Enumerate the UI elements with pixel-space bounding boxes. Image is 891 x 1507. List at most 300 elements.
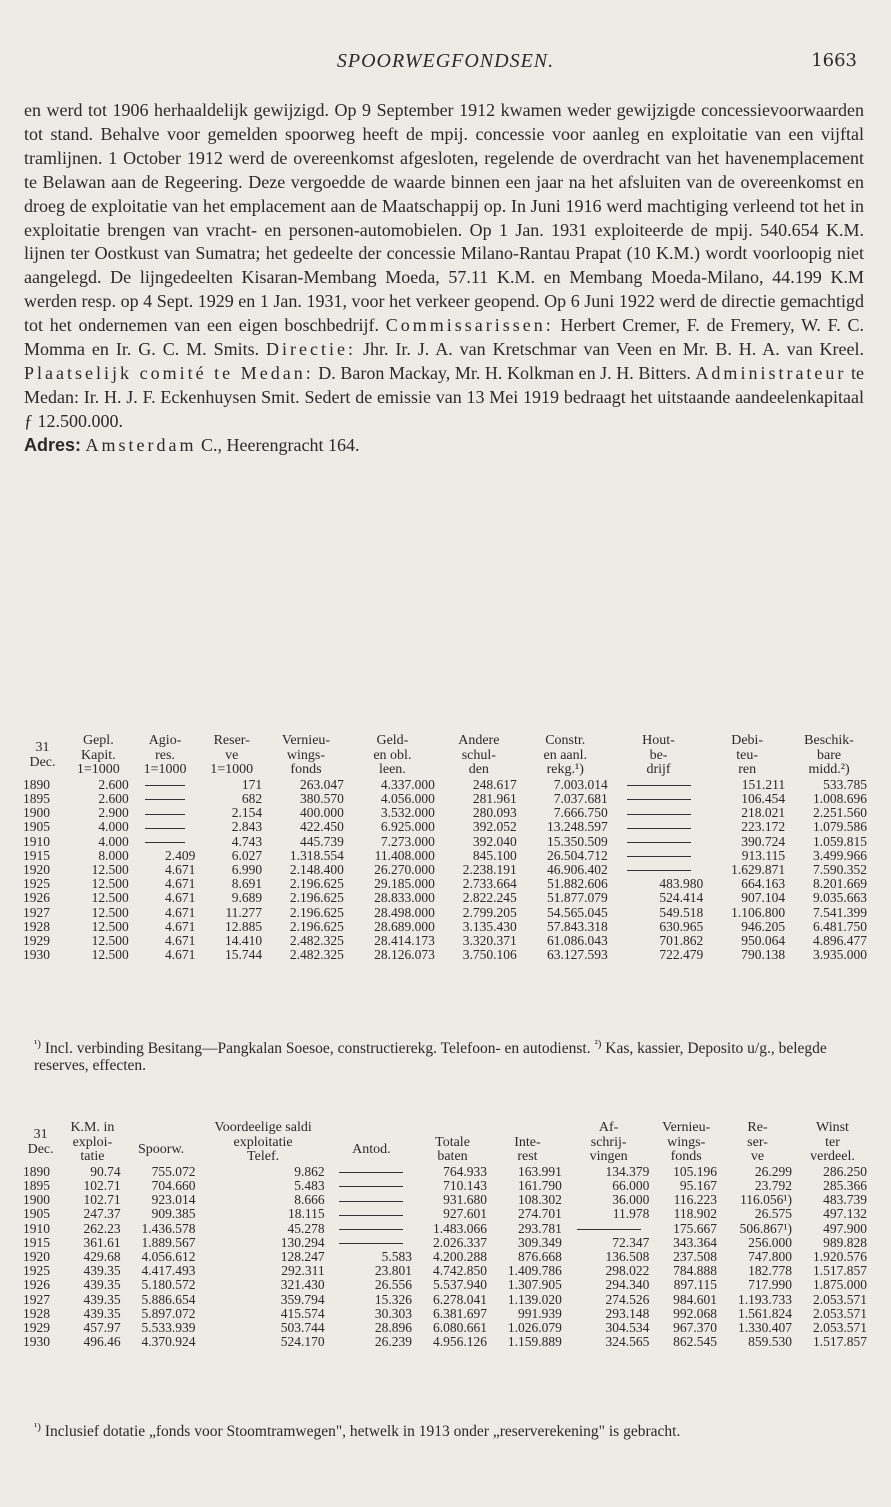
table-row (20, 820, 870, 834)
table-cell: 524.414 (659, 890, 704, 906)
table-cell: 15.744 (224, 947, 263, 963)
empty-dash (339, 1186, 403, 1187)
column-header-line: en obl. (373, 747, 412, 763)
table-cell: 45.278 (287, 1220, 325, 1236)
table-cell: 1929 (23, 1320, 50, 1336)
column-header (20, 1121, 61, 1165)
table-cell: 4.417.493 (141, 1263, 196, 1279)
column-header-line: Totale (435, 1134, 470, 1150)
table-cell: 128.247 (280, 1249, 325, 1264)
table-cell: 967.370 (673, 1320, 718, 1336)
table-cell: 2.733.664 (462, 876, 517, 892)
table-cell: 506.867¹) (739, 1220, 792, 1236)
table-cell: 4.671 (165, 862, 196, 877)
table-cell: 28.833.000 (374, 890, 435, 906)
table-cell (611, 792, 706, 806)
table-cell: 2.196.625 (289, 890, 344, 906)
column-header-line: leen. (378, 762, 406, 778)
footnote-text: Inclusief dotatie „fonds voor Stoomtramwegen", hetwelk in 1913 onder „reserverekening" is gebracht. (44, 1423, 681, 1441)
table-row (20, 835, 870, 849)
table-cell: 1925 (23, 876, 50, 892)
table-cell: 859.530 (748, 1334, 792, 1350)
table-cell: 1920 (23, 1249, 50, 1264)
table-cell: 862.545 (673, 1334, 718, 1350)
table-cell (132, 820, 199, 834)
table-cell: 984.601 (673, 1291, 718, 1307)
commissioners-text: Herbert Cremer, F. de Fremery, W. F. C. Momma en Ir. G. C. M. Smits. (24, 315, 864, 360)
footnote-text: Kas, kassier, Deposito u/g., belegde reserves, effecten. (34, 1040, 827, 1075)
table-cell: 286.250 (823, 1163, 867, 1179)
table-cell: 5.897.072 (141, 1305, 196, 1321)
table-cell: 991.939 (518, 1305, 562, 1321)
table-cell: 630.965 (659, 918, 704, 934)
column-header-line: vingen (589, 1149, 628, 1165)
empty-dash (145, 799, 185, 800)
column-header-line: bare (816, 747, 842, 763)
table-cell: 2.600 (98, 776, 129, 792)
balance-table (20, 734, 870, 962)
table-cell: 182.778 (748, 1263, 792, 1279)
footnote-text: Incl. verbinding Besitang—Pangkalan Soesoe, constructierekg. Telefoon- en autodienst. (44, 1040, 591, 1058)
table-cell (328, 1193, 415, 1207)
column-header-line: verdeel. (810, 1149, 855, 1165)
table-cell: 2.148.400 (289, 862, 344, 877)
table-cell: 102.71 (83, 1192, 121, 1208)
table-cell: 497.132 (823, 1206, 867, 1222)
empty-dash (627, 799, 691, 800)
table-cell: 664.163 (741, 876, 786, 892)
table-cell: 361.61 (83, 1234, 121, 1250)
page-header (0, 50, 891, 80)
empty-dash (627, 842, 691, 843)
table-row (20, 891, 870, 905)
table-cell: 701.862 (659, 933, 704, 949)
column-header-line: Geld- (376, 733, 409, 748)
table-cell: 1.875.000 (813, 1277, 867, 1293)
table-cell (611, 778, 706, 792)
table-cell: 1926 (23, 890, 50, 906)
table-cell: 26.299 (754, 1163, 792, 1179)
table-row (20, 806, 870, 820)
table-cell: 4.370.924 (141, 1334, 196, 1350)
table-cell: 12.500 (91, 890, 129, 906)
table-cell: 14.410 (224, 933, 263, 949)
table-cell: 263.047 (300, 776, 344, 792)
table-cell: 237.508 (673, 1249, 718, 1264)
column-header-line: drijf (646, 762, 671, 778)
table-cell: 8.666 (294, 1192, 325, 1208)
table-cell: 1.026.079 (507, 1320, 562, 1336)
table-cell: 57.843.318 (547, 918, 608, 934)
column-header-line: wings- (286, 747, 326, 763)
table-cell: 9.035.663 (813, 890, 867, 906)
table-cell: 274.526 (605, 1291, 650, 1307)
table-cell: 95.167 (679, 1177, 718, 1193)
table-cell: 1928 (23, 918, 50, 934)
balance-table-header (20, 734, 870, 778)
footnote-table2 (34, 1418, 864, 1441)
column-header-line: Reser- (213, 733, 250, 748)
table-cell: 6.381.697 (432, 1305, 487, 1321)
table-cell: 876.668 (518, 1249, 562, 1264)
table-cell: 2.053.571 (813, 1320, 867, 1336)
table-cell: 46.906.402 (547, 862, 608, 877)
table-row (20, 1264, 870, 1278)
column-header (415, 1121, 490, 1165)
table-cell: 51.877.079 (547, 890, 608, 906)
table-cell: 28.689.000 (374, 918, 435, 934)
address-label: Adres: (24, 434, 82, 455)
table-cell: 26.270.000 (374, 862, 435, 877)
table-row (20, 906, 870, 920)
table-cell: 3.499.966 (813, 847, 867, 863)
table-cell: 321.430 (280, 1277, 325, 1293)
administrator-text: te Medan: Ir. H. J. F. Eckenhuysen Smit. Sedert de emissie van 13 Mei 1919 bedraagt het uitstaande aandeelenkapitaal ƒ 12.500.000. (24, 362, 865, 431)
column-header (328, 1121, 415, 1165)
column-header-line: teu- (736, 747, 759, 763)
table-cell: 2.822.245 (462, 890, 517, 906)
table-cell: 1.517.857 (813, 1334, 867, 1350)
table-cell: 7.273.000 (380, 833, 435, 849)
table-cell: 5.533.939 (141, 1320, 196, 1336)
table-cell: 223.172 (741, 819, 786, 835)
table-cell: 1.330.407 (737, 1320, 792, 1336)
table-cell: 175.667 (673, 1220, 718, 1236)
table-cell: 5.886.654 (141, 1291, 196, 1307)
footnote-mark: ²) (594, 1038, 602, 1050)
empty-dash (145, 842, 185, 843)
directors-label: Directie: (266, 339, 356, 360)
table-cell: 496.46 (83, 1334, 121, 1350)
column-header-line: exploitatie (233, 1134, 293, 1150)
column-header (199, 1121, 328, 1165)
table-cell: 6.027 (231, 847, 263, 863)
table-cell: 6.481.750 (813, 918, 867, 934)
table-row (20, 1236, 870, 1250)
table-cell: 1915 (23, 1234, 50, 1250)
column-header (61, 1121, 123, 1165)
table-cell: 992.068 (673, 1305, 718, 1321)
table-cell: 1928 (23, 1305, 50, 1321)
table-cell: 90.74 (90, 1163, 121, 1179)
table-cell: 2.026.337 (432, 1234, 487, 1250)
table-cell: 533.785 (823, 776, 867, 792)
table-cell (132, 806, 199, 820)
table-cell: 1895 (23, 1177, 50, 1193)
table-cell: 12.500 (91, 918, 129, 934)
table-cell: 2.053.571 (813, 1291, 867, 1307)
table-cell: 2.154 (231, 805, 263, 821)
table-row (20, 778, 870, 792)
table-cell: 390.724 (741, 833, 786, 849)
column-header-line: wings- (667, 1134, 706, 1150)
column-header-line: 31 (33, 1127, 48, 1143)
table-row (20, 1321, 870, 1335)
column-header-line: baten (437, 1149, 468, 1165)
table-cell: 747.800 (748, 1249, 792, 1264)
table-cell: 12.500 (91, 876, 129, 892)
table-cell: 784.888 (673, 1263, 718, 1279)
table-cell: 30.303 (374, 1305, 413, 1321)
table-cell: 1900 (23, 805, 50, 821)
table-cell: 28.126.073 (374, 947, 435, 963)
column-header-line: Vernieu- (662, 1120, 711, 1135)
table-cell: 161.790 (518, 1177, 562, 1193)
body-text (24, 99, 864, 458)
column-header-line: ser- (747, 1134, 768, 1150)
table-cell: 710.143 (443, 1177, 487, 1193)
table-cell: 247.37 (83, 1206, 121, 1222)
table-cell: 2.482.325 (289, 947, 344, 963)
table-cell: 2.251.560 (813, 805, 867, 821)
commissioners-label: Commissarissen: (385, 315, 554, 336)
table-cell: 1.307.905 (507, 1277, 562, 1293)
table-cell: 63.127.593 (547, 947, 608, 963)
column-header-line (331, 1128, 412, 1143)
table-cell: 927.601 (443, 1206, 487, 1222)
table-cell: 72.347 (612, 1234, 650, 1250)
table-cell: 5.537.940 (432, 1277, 487, 1293)
table-cell: 2.900 (98, 805, 129, 821)
column-header-line: rest (517, 1149, 538, 1165)
empty-dash (339, 1172, 403, 1173)
empty-dash (627, 814, 691, 815)
column-header-line: 31 (35, 740, 50, 756)
table-cell: 324.565 (605, 1334, 650, 1350)
table-cell: 1900 (23, 1192, 50, 1208)
column-header-line: ve (225, 747, 239, 763)
table-cell: 3.532.000 (380, 805, 435, 821)
table-cell: 4.671 (165, 947, 196, 963)
table-row (20, 863, 870, 877)
column-header (720, 1121, 795, 1165)
table-cell: 4.000 (98, 833, 129, 849)
table-cell: 281.961 (472, 790, 517, 806)
column-header-line: Debi- (731, 733, 764, 748)
table-cell: 274.701 (518, 1206, 562, 1222)
table-row (20, 1222, 870, 1236)
table-cell: 12.500 (91, 947, 129, 963)
table-cell: 262.23 (83, 1220, 121, 1236)
table-cell: 3.320.371 (462, 933, 517, 949)
column-header-line: Kapit. (81, 747, 116, 763)
directors-text: Jhr. Ir. J. A. van Kretschmar van Veen en Mr. B. H. A. van Kreel. (362, 339, 865, 360)
footnote-mark: ¹) (34, 1421, 41, 1433)
table-cell: 4.671 (165, 933, 196, 949)
table-cell: 392.040 (472, 833, 517, 849)
table-cell: 256.000 (748, 1234, 792, 1250)
table-cell: 4.200.288 (432, 1249, 487, 1264)
table-cell: 5.583 (381, 1249, 413, 1264)
column-header (490, 1121, 565, 1165)
table-cell: 29.185.000 (374, 876, 435, 892)
table-cell: 15.350.509 (547, 833, 608, 849)
column-header-line: fonds (290, 762, 322, 778)
table-cell: 429.68 (83, 1249, 121, 1264)
table-cell: 946.205 (741, 918, 786, 934)
table-cell: 136.508 (605, 1249, 650, 1264)
table-cell: 12.500 (91, 904, 129, 920)
table-cell: 1.139.020 (507, 1291, 562, 1307)
table-cell: 380.570 (300, 790, 344, 806)
table-cell: 106.454 (741, 790, 786, 806)
column-header-line (418, 1121, 487, 1136)
table-cell: 116.056¹) (740, 1192, 792, 1208)
table-cell: 422.450 (300, 819, 344, 835)
empty-dash (145, 785, 185, 786)
table-cell: 445.739 (300, 833, 344, 849)
table-cell: 524.170 (280, 1334, 325, 1350)
table-cell: 309.349 (518, 1234, 562, 1250)
table-cell: 457.97 (83, 1320, 121, 1336)
column-header (795, 1121, 870, 1165)
empty-dash (627, 870, 691, 871)
table-cell: 6.925.000 (380, 819, 435, 835)
table-cell: 23.801 (374, 1263, 413, 1279)
table-cell: 1927 (23, 904, 50, 920)
table-row (20, 877, 870, 891)
empty-dash (339, 1243, 403, 1244)
table-row (20, 1193, 870, 1207)
table-cell: 2.843 (231, 819, 263, 835)
balance-table-body (20, 778, 870, 963)
column-header-line: Re- (747, 1120, 768, 1135)
table-cell: 13.248.597 (547, 819, 608, 835)
column-header-line: 1=1000 (143, 762, 187, 778)
column-header-line: Winst (816, 1120, 849, 1135)
table-cell: 2.409 (165, 847, 196, 863)
table-row (20, 1207, 870, 1221)
table-cell: 1.889.567 (141, 1234, 196, 1250)
table-cell: 4.956.126 (432, 1334, 487, 1350)
column-header-line: ve (750, 1149, 765, 1165)
table-cell: 292.311 (281, 1263, 325, 1279)
table-cell: 23.792 (754, 1177, 792, 1193)
table-cell: 218.021 (741, 805, 786, 821)
column-header (132, 734, 199, 778)
table-cell: 722.479 (659, 947, 704, 963)
table-cell: 755.072 (151, 1163, 196, 1179)
column-header-line: Dec. (27, 1141, 54, 1157)
table-cell: 130.294 (280, 1234, 325, 1250)
address-city: Amsterdam (85, 434, 197, 455)
table-cell: 923.014 (151, 1192, 196, 1208)
table-cell (611, 806, 706, 820)
table-cell: 163.991 (518, 1163, 562, 1179)
table-cell: 51.882.606 (547, 876, 608, 892)
column-header-line: ter (825, 1134, 840, 1150)
table-cell: 439.35 (83, 1291, 121, 1307)
table-cell: 1930 (23, 1334, 50, 1350)
table-cell (328, 1236, 415, 1250)
table-cell: 764.933 (443, 1163, 487, 1179)
table-row (20, 1307, 870, 1321)
column-header (611, 734, 706, 778)
table-cell: 6.080.661 (432, 1320, 487, 1336)
table-cell: 415.574 (280, 1305, 325, 1321)
footnote-mark: ¹) (34, 1038, 41, 1050)
table-cell: 9.689 (231, 890, 263, 906)
column-header-line: tatie (80, 1149, 105, 1165)
table-row (20, 920, 870, 934)
table-cell: 1910 (23, 833, 50, 849)
table-cell (565, 1222, 652, 1236)
table-cell: 392.052 (472, 819, 517, 835)
table-cell: 1890 (23, 1163, 50, 1179)
table-cell: 845.100 (472, 847, 517, 863)
table-cell (132, 792, 199, 806)
table-cell: 1927 (23, 1291, 50, 1307)
empty-dash (577, 1229, 641, 1230)
column-header (652, 1121, 720, 1165)
table-cell (611, 835, 706, 849)
table-cell: 26.575 (754, 1206, 792, 1222)
column-header-line: Antod. (352, 1141, 391, 1157)
table-row (20, 948, 870, 962)
table-cell: 4.743 (231, 833, 263, 849)
empty-dash (145, 828, 185, 829)
column-header-line: en aanl. (543, 747, 588, 763)
table-cell: 1926 (23, 1277, 50, 1293)
table-row (20, 792, 870, 806)
table-cell: 5.180.572 (141, 1277, 196, 1293)
table-cell: 7.037.681 (553, 790, 608, 806)
column-header-line: midd.²) (808, 762, 850, 778)
empty-dash (339, 1215, 403, 1216)
address-rest: C., Heerengracht 164. (201, 434, 360, 455)
table-cell: 12.500 (91, 862, 129, 877)
column-header-line: rekg.¹) (546, 762, 584, 778)
table-cell: 1920 (23, 862, 50, 877)
table-cell: 4.056.612 (141, 1249, 196, 1264)
table-cell: 2.196.625 (289, 876, 344, 892)
table-cell: 1.059.815 (813, 833, 867, 849)
table-cell: 1.561.824 (737, 1305, 792, 1321)
table-cell: 7.003.014 (553, 776, 608, 792)
column-header-line: fonds (670, 1149, 702, 1165)
column-header-line: exploi- (72, 1134, 113, 1150)
table-cell (328, 1165, 415, 1179)
table-cell: 294.340 (605, 1277, 650, 1293)
column-header-line: Agio- (148, 733, 182, 748)
table-cell: 28.414.173 (374, 933, 435, 949)
table-cell: 4.000 (98, 819, 129, 835)
column-header-line: Constr. (545, 733, 586, 748)
table-cell: 28.498.000 (374, 904, 435, 920)
table-cell: 293.148 (605, 1305, 650, 1321)
table-cell: 28.896 (374, 1320, 413, 1336)
table-cell: 4.337.000 (380, 776, 435, 792)
table-cell: 7.590.352 (813, 862, 867, 877)
table-cell: 897.115 (673, 1277, 718, 1293)
column-header (20, 734, 65, 778)
column-header (565, 1121, 652, 1165)
table-cell: 549.518 (659, 904, 704, 920)
table-cell: 931.680 (443, 1192, 487, 1208)
table-cell: 1.318.554 (289, 847, 344, 863)
table-cell: 1905 (23, 1206, 50, 1222)
table-cell: 248.617 (472, 776, 517, 792)
table-cell: 12.500 (91, 933, 129, 949)
table-cell: 989.828 (823, 1234, 867, 1250)
table-cell: 11.978 (612, 1206, 650, 1222)
table-row (20, 849, 870, 863)
table-cell: 4.671 (165, 918, 196, 934)
table-cell: 717.990 (748, 1277, 792, 1293)
table-cell: 909.385 (151, 1206, 196, 1222)
table-cell: 280.093 (472, 805, 517, 821)
column-header-line: Hout- (642, 733, 675, 748)
